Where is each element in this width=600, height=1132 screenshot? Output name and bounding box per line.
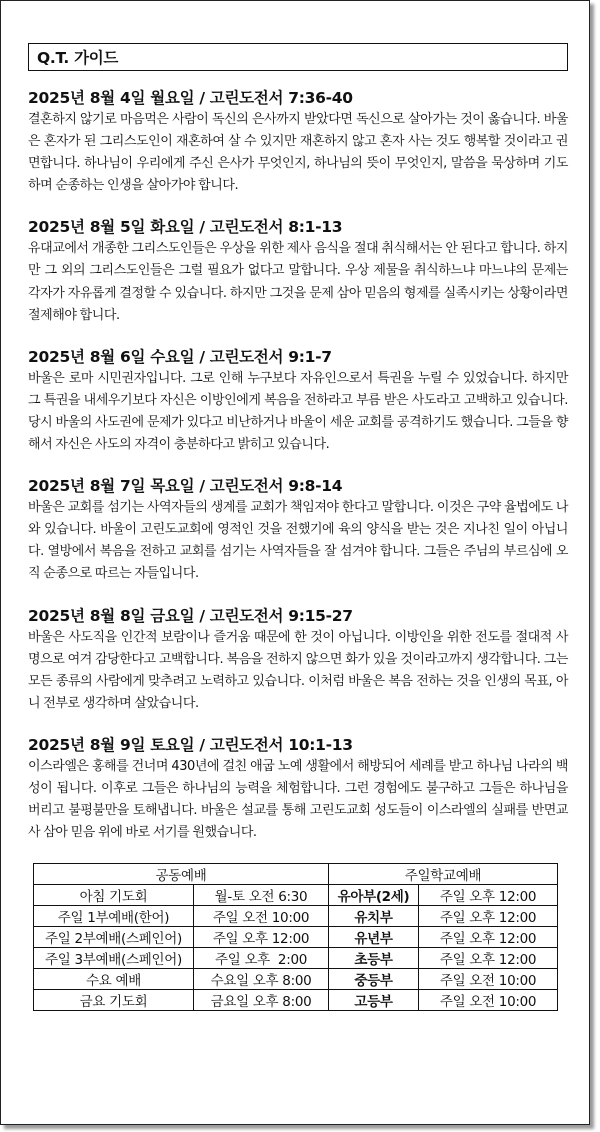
qt-entry (28, 346, 568, 456)
entry-body: 바울은 로마 시민권자입니다. 그로 인해 누구보다 자유인으로서 특권을 누릴 수 있었습니다. 하지만 그 특권을 내세우기보다 자신은 이방인에게 복음을 전하라고 부름 받은 사도라고 고백하고 있습니다. 당시 바울의 사도권에 문제가 있다고 비난하거나 바울이 세운 교회를 공격하기도 했습니다. 그들을 향해서 자신은 사도의 자격이 충분하다고 밝히고 있습니다. (28, 370, 568, 453)
department-name: 유년부 (329, 927, 419, 948)
entry-heading: 2025년 8월 5일 화요일 / 고린도전서 8:1-13 (28, 218, 343, 237)
entry-body: 유대교에서 개종한 그리스도인들은 우상을 위한 제사 음식을 절대 취식해서는 안 된다고 합니다. 하지만 그 외의 그리스도인들은 그럴 필요가 없다고 말합니다. 우상 제물을 취식하느냐 마느냐의 문제는 각자가 자유롭게 결정할 수 있습니다. 하지만 그것을 문제 삼아 믿음의 형제를 실족시키는 상황이라면 절제해야 합니다. (28, 241, 568, 323)
department-name: 고등부 (329, 990, 419, 1011)
department-name: 유치부 (329, 906, 419, 927)
entry-heading: 2025년 8월 9일 토요일 / 고린도전서 10:1-13 (28, 735, 353, 754)
schedule-row (34, 885, 558, 906)
service-time: 주일 오후 12:00 (194, 927, 329, 948)
entry-heading: 2025년 8월 8일 금요일 / 고린도전서 9:15-27 (28, 606, 353, 625)
department-time: 주일 오후 12:00 (419, 927, 558, 948)
department-time: 주일 오후 12:00 (419, 885, 558, 906)
service-name: 주일 2부예배(스페인어) (34, 927, 194, 948)
entry-body: 바울은 사도직을 인간적 보람이나 즐거움 때문에 한 것이 아닙니다. 이방인을 위한 전도를 절대적 사명으로 여겨 감당한다고 고백합니다. 복음을 전하지 않으면 화가 있을 것이라고까지 생각합니다. 그는 모든 종류의 사람에게 맞추려고 노력하고 있습니다. 이처럼 바울은 복음 전하는 것을 인생의 목표, 아니 전부로 생각하며 살았습니다. (28, 629, 568, 711)
guide-title-box (28, 43, 568, 71)
entry-body: 바울은 교회를 섬기는 사역자들의 생계를 교회가 책임져야 한다고 말합니다. 이것은 구약 율법에도 나와 있습니다. 바울이 고린도교회에 영적인 것을 전했기에 육의 양식을 받는 것은 지나친 일이 아닙니다. 열방에서 복음을 전하고 교회를 섬기는 사역자들을 잘 섬겨야 합니다. 그들은 주님의 부르심에 오직 순종으로 따르는 자들입니다. (28, 500, 568, 582)
qt-entry (28, 605, 568, 715)
service-time: 수요일 오후 8:00 (194, 969, 329, 990)
entry-heading: 2025년 8월 7일 목요일 / 고린도전서 9:8-14 (28, 477, 343, 496)
service-name: 아침 기도회 (34, 885, 194, 906)
qt-entry (28, 475, 568, 585)
header-congregational-worship: 공동예배 (34, 864, 329, 885)
service-name: 금요 기도회 (34, 990, 194, 1011)
qt-entry (28, 216, 568, 326)
qt-entry (28, 734, 568, 844)
department-name: 중등부 (329, 969, 419, 990)
service-time: 주일 오후 2:00 (194, 948, 329, 969)
department-time: 주일 오후 12:00 (419, 906, 558, 927)
service-name: 주일 1부예배(한어) (34, 906, 194, 927)
header-sunday-school-worship: 주일학교예배 (329, 864, 558, 885)
department-name: 유아부(2세) (329, 885, 419, 906)
entry-body: 이스라엘은 홍해를 건너며 430년에 걸친 애굽 노예 생활에서 해방되어 세례를 받고 하나님 나라의 백성이 됩니다. 이후로 그들은 하나님의 능력을 체험합니다. 그런 경험에도 불구하고 그들은 하나님을 버리고 불평불만을 토해냅니다. 바울은 설교를 통해 고린도교회 성도들이 이스라엘의 실패를 반면교사 삼아 믿음 위에 바로 서기를 원했습니다. (28, 758, 568, 841)
service-time: 금요일 오후 8:00 (194, 990, 329, 1011)
schedule-row (34, 906, 558, 927)
service-time: 월-토 오전 6:30 (194, 885, 329, 906)
department-time: 주일 오전 10:00 (419, 990, 558, 1011)
guide-title: Q.T. 가이드 (37, 49, 119, 67)
department-name: 초등부 (329, 948, 419, 969)
schedule-row (34, 948, 558, 969)
service-time: 주일 오전 10:00 (194, 906, 329, 927)
schedule-row (34, 927, 558, 948)
worship-schedule-table (33, 863, 558, 1011)
entry-body: 결혼하지 않기로 마음먹은 사람이 독신의 은사까지 받았다면 독신으로 살아가는 것이 옳습니다. 바울은 혼자가 된 그리스도인이 재혼하여 살 수 있지만 재혼하지 않고 혼자 사는 것도 행복할 것이라고 권면합니다. 하나님이 우리에게 주신 은사가 무엇인지, 하나님의 뜻이 무엇인지, 말씀을 묵상하며 기도하며 순종하는 인생을 살아가야 합니다. (28, 112, 568, 194)
schedule-row (34, 990, 558, 1011)
entry-heading: 2025년 8월 4일 월요일 / 고린도전서 7:36-40 (28, 89, 353, 107)
schedule-header-row (34, 864, 558, 885)
schedule-row (34, 969, 558, 990)
department-time: 주일 오후 12:00 (419, 948, 558, 969)
qt-entry (28, 87, 568, 197)
service-name: 주일 3부예배(스페인어) (34, 948, 194, 969)
page-content (28, 43, 568, 1011)
qt-entries (28, 87, 568, 844)
service-name: 수요 예배 (34, 969, 194, 990)
entry-heading: 2025년 8월 6일 수요일 / 고린도전서 9:1-7 (28, 347, 332, 366)
department-time: 주일 오전 10:00 (419, 969, 558, 990)
